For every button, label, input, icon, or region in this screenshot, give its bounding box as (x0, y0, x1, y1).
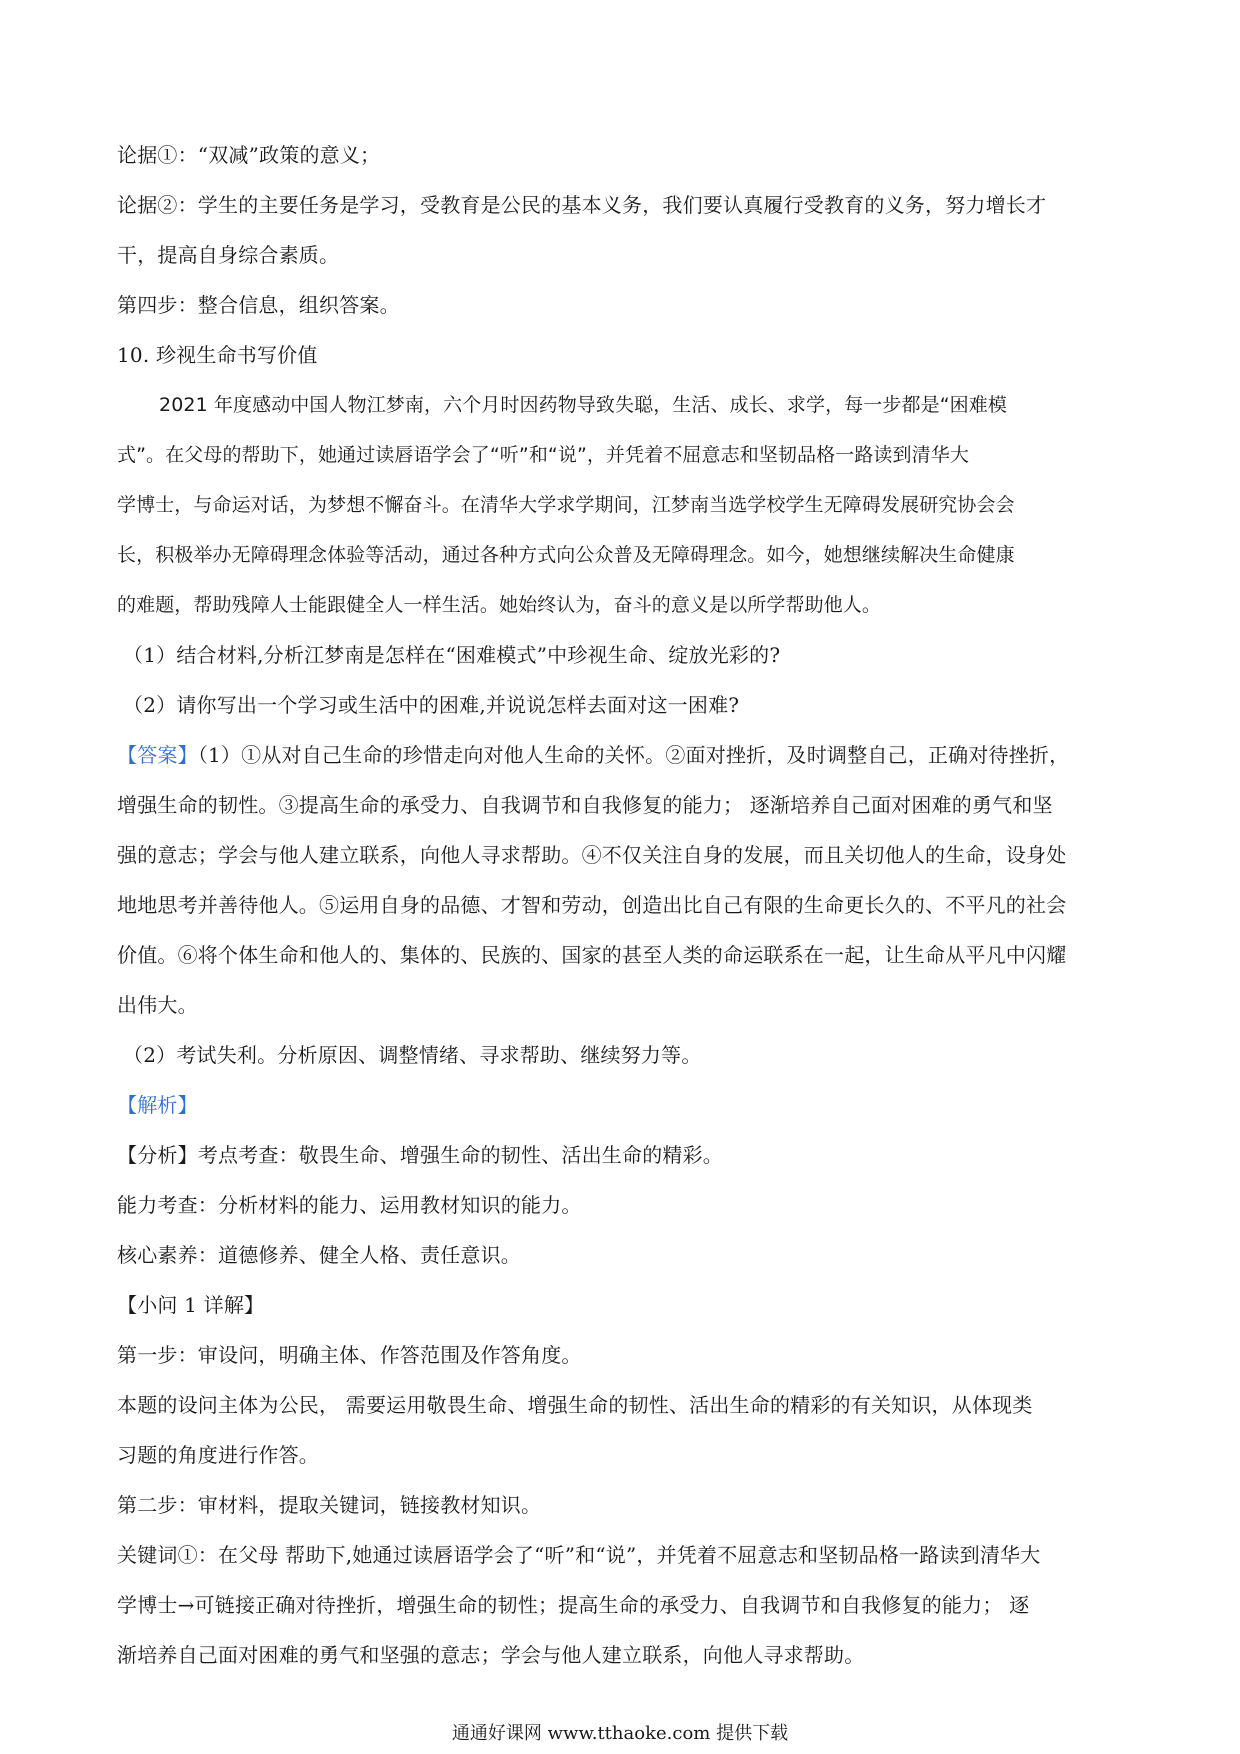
document-body (117, 130, 1127, 1680)
argument-3-line-continued: 干，提高自身综合素质。 (117, 243, 340, 267)
material-line: 学博士，与命运对话，为梦想不懈奋斗。在清华大学求学期间，江梦南当选学校学生无障碍发展研究协会会 (117, 494, 1015, 516)
analysis-line: 习题的角度进行作答。 (117, 1443, 319, 1467)
answer-line: 强的意志；学会与他人建立联系，向他人寻求帮助。④不仅关注自身的发展，而且关切他人的生命，设身处 (117, 843, 1067, 867)
question-10-title: 10. 珍视生命书写价值 (117, 343, 318, 367)
argument-2-line: 论据①：“双减”政策的意义； (117, 143, 381, 167)
answer-part-2: （2）考试失利。分析原因、调整情绪、寻求帮助、继续努力等。 (123, 1043, 702, 1067)
analysis-line: 能力考查：分析材料的能力、运用教材知识的能力。 (117, 1193, 582, 1217)
analysis-line: 第一步：审设问，明确主体、作答范围及作答角度。 (117, 1343, 582, 1367)
answer-first-line (117, 730, 1127, 780)
analysis-tag: 【解析】 (117, 1093, 198, 1117)
analysis-line: 【分析】考点考查：敬畏生命、增强生命的韧性、活出生命的精彩。 (117, 1143, 723, 1167)
analysis-line: 学博士→可链接正确对待挫折，增强生命的韧性；提高生命的承受力、自我调节和自我修复的能力； 逐 (117, 1593, 1030, 1617)
answer-text: （1）①从对自己生命的珍惜走向对他人生命的关怀。②面对挫折，及时调整自己，正确对待挫折， (197, 743, 1070, 767)
material-line: 式”。在父母的帮助下，她通过读唇语学会了“听”和“说”，并凭着不屈意志和坚韧品格一路读到清华大 (117, 444, 969, 466)
material-line: 2021 年度感动中国人物江梦南，六个月时因药物导致失聪，生活、成长、求学，每一步都是“困难模 (159, 394, 1007, 416)
sub-question-detail-heading: 【小问 1 详解】 (117, 1293, 265, 1317)
sub-question-2: （2）请你写出一个学习或生活中的困难,并说说怎样去面对这一困难? (123, 693, 740, 717)
material-line: 的难题，帮助残障人士能跟健全人一样生活。她始终认为，奋斗的意义是以所学帮助他人。 (117, 594, 882, 616)
analysis-line: 本题的设问主体为公民， 需要运用敬畏生命、增强生命的韧性、活出生命的精彩的有关知识，从体现类 (117, 1393, 1033, 1417)
answer-line: 价值。⑥将个体生命和他人的、集体的、民族的、国家的甚至人类的命运联系在一起，让生命从平凡中闪耀 (117, 943, 1067, 967)
argument-3-line: 论据②：学生的主要任务是学习，受教育是公民的基本义务，我们要认真履行受教育的义务，努力增长才 (117, 193, 1047, 217)
sub-question-1: （1）结合材料,分析江梦南是怎样在“困难模式”中珍视生命、绽放光彩的? (123, 643, 781, 667)
analysis-line: 核心素养：道德修养、健全人格、责任意识。 (117, 1243, 521, 1267)
answer-line: 增强生命的韧性。③提高生命的承受力、自我调节和自我修复的能力； 逐渐培养自己面对困难的勇气和坚 (117, 793, 1053, 817)
analysis-line: 第二步：审材料，提取关键词，链接教材知识。 (117, 1493, 542, 1517)
material-passage (117, 380, 1127, 630)
page-footer: 通通好课网 www.tthaoke.com 提供下载 (451, 1723, 789, 1744)
analysis-line: 渐培养自己面对困难的勇气和坚强的意志；学会与他人建立联系，向他人寻求帮助。 (117, 1643, 865, 1667)
material-line: 长，积极举办无障碍理念体验等活动，通过各种方式向公众普及无障碍理念。如今，她想继续解决生命健康 (117, 544, 1015, 566)
answer-line: 出伟大。 (117, 993, 198, 1017)
step-4-line: 第四步：整合信息，组织答案。 (117, 293, 400, 317)
answer-line: 地地思考并善待他人。⑤运用自身的品德、才智和劳动，创造出比自己有限的生命更长久的、不平凡的社会 (117, 893, 1067, 917)
answer-tag: 【答案】 (117, 743, 198, 767)
analysis-line: 关键词①：在父母 帮助下,她通过读唇语学会了“听”和“说”，并凭着不屈意志和坚韧品格一路读到清华大 (117, 1543, 1041, 1567)
